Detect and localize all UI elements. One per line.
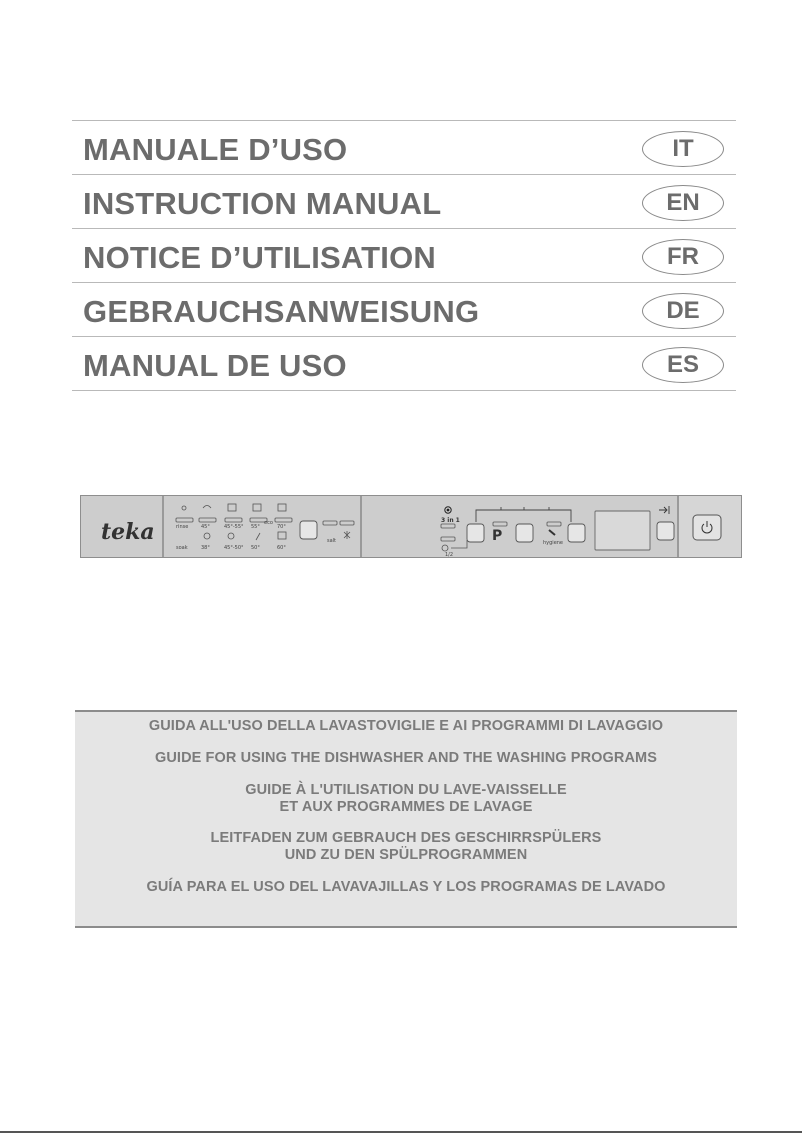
- title-row-fr: [72, 228, 736, 282]
- control-panel-illustration: [80, 495, 742, 558]
- lang-badge-fr: FR: [642, 239, 724, 275]
- lang-badge-de: DE: [642, 293, 724, 329]
- program-label: 60°: [277, 545, 286, 551]
- hygiene-button: [568, 524, 585, 542]
- lang-badge-en: EN: [642, 185, 724, 221]
- guide-line-de-1: LEITFADEN ZUM GEBRAUCH DES GESCHIRRSPÜLERS: [210, 830, 602, 846]
- title-row-de: [72, 282, 736, 336]
- three-in-one-label: 3 in 1: [441, 517, 460, 524]
- title-en: INSTRUCTION MANUAL: [83, 186, 442, 221]
- panel-divider: [360, 496, 362, 557]
- title-de: GEBRAUCHSANWEISUNG: [83, 294, 480, 329]
- lang-badge-es: ES: [642, 347, 724, 383]
- program-label: 45°: [201, 524, 210, 530]
- display-window: [595, 511, 650, 550]
- program-label: 55°: [251, 524, 260, 530]
- guide-line-it: GUIDA ALL'USO DELLA LAVASTOVIGLIE E AI PROGRAMMI DI LAVAGGIO: [148, 718, 664, 734]
- delay-p-label: P: [492, 528, 503, 544]
- eco-label: eco: [264, 520, 273, 526]
- program-label: 45°-50°: [224, 545, 244, 551]
- program-label: 70°: [277, 524, 286, 530]
- title-row-en: [72, 174, 736, 228]
- brand-text: teka: [101, 519, 155, 545]
- start-button: [657, 522, 674, 540]
- guide-line-en: GUIDE FOR USING THE DISHWASHER AND THE WASHING PROGRAMS: [154, 750, 657, 766]
- panel-divider: [162, 496, 164, 557]
- lang-badge-it: IT: [642, 131, 724, 167]
- salt-label: salt: [327, 538, 337, 544]
- guide-line-fr-2: ET AUX PROGRAMMES DE LAVAGE: [279, 799, 533, 815]
- title-es: MANUAL DE USO: [83, 348, 347, 383]
- guide-line-de-2: UND ZU DEN SPÜLPROGRAMMEN: [284, 847, 528, 863]
- title-it: MANUALE D’USO: [83, 132, 348, 167]
- guide-box: [75, 710, 737, 928]
- program-label: soak: [176, 545, 188, 551]
- program-label: rinse: [176, 524, 189, 530]
- program-select-button: [300, 521, 317, 539]
- delay-button: [516, 524, 533, 542]
- program-label: 50°: [251, 545, 260, 551]
- program-label: 38°: [201, 545, 210, 551]
- guide-line-es: GUÍA PARA EL USO DEL LAVAVAJILLAS Y LOS PROGRAMAS DE LAVADO: [146, 879, 666, 895]
- program-label: 45°-55°: [224, 524, 244, 530]
- title-row-it: [72, 120, 736, 174]
- title-fr: NOTICE D’UTILISATION: [83, 240, 437, 275]
- power-button: [693, 515, 721, 540]
- control-panel-svg: [81, 496, 741, 557]
- half-load-label: 1/2: [445, 552, 454, 557]
- panel-divider: [677, 496, 679, 557]
- three-in-one-button: [467, 524, 484, 542]
- title-row-es: [72, 336, 736, 391]
- guide-line-fr-1: GUIDE À L'UTILISATION DU LAVE-VAISSELLE: [245, 782, 567, 798]
- manual-titles: [72, 120, 736, 391]
- hygiene-label: hygiene: [543, 540, 564, 546]
- teka-logo: [101, 519, 155, 545]
- power-section: [693, 515, 721, 540]
